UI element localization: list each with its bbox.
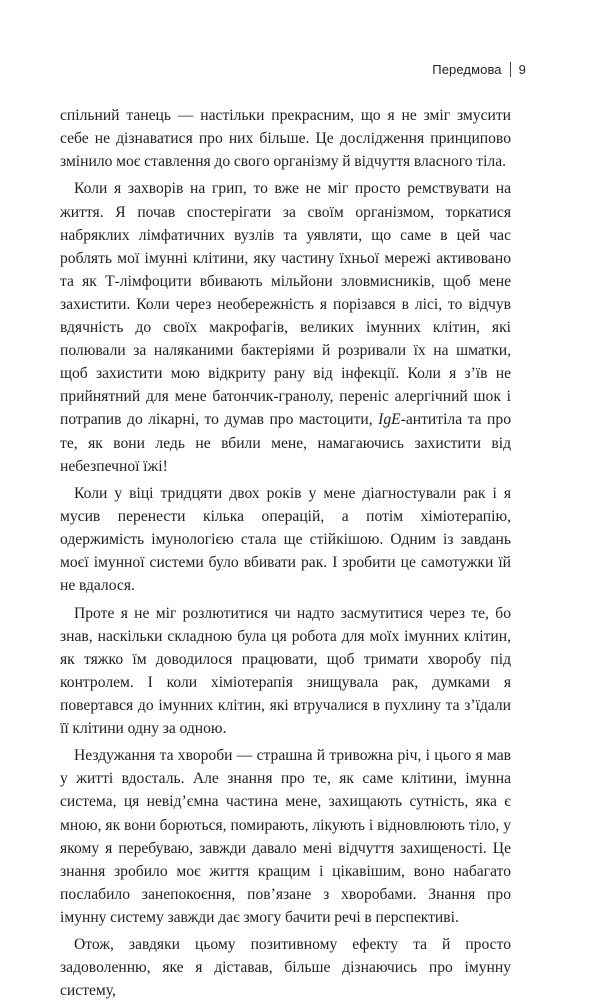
header-divider	[510, 62, 511, 77]
paragraph-3: Коли у віці тридцяти двох років у мене діагностували рак і я мусив перенести кілька операцій, а потім хіміотерапію, одержимість імунологією стала ще стійкішою. Одним із завдань моєї імунної системи було вбивати рак. І зробити це самотужки їй не вдалося.	[60, 484, 511, 595]
body-text	[60, 104, 511, 1003]
section-title: Передмова	[432, 62, 502, 77]
paragraph-2	[60, 177, 511, 477]
paragraph-1: спільний танець — настільки прекрасним, що я не зміг змусити себе не дізнаватися про них більше. Це дослідження принципово змінило моє ставлення до свого організму й відчуття власного тіла.	[60, 107, 511, 171]
page-number: 9	[518, 62, 526, 77]
paragraph-5: Нездужання та хвороби — страшна й тривожна річ, і цього я мав у житті вдосталь. Але знання про те, як саме клітини, імунна система, ця невід’ємна частина мене, захищають сутність, яка є мною, як вони борються, помирають, лікують і відновлюють тіло, у якому я перебуваю, завжди давало мені відчуття захищеності. Це знання зробило моє життя кращим і цікавішим, воно набагато послабило занепокоєння, пов’язане з хворобами. Знання про імунну систему завжди дає змогу бачити речі в перспективі.	[60, 747, 511, 926]
paragraph-6: Отож, завдяки цьому позитивному ефекту та й просто задоволенню, яке я діставав, більше дізнаючись про імунну систему,	[60, 936, 511, 1000]
ige-term: IgE	[378, 411, 401, 429]
paragraph-4: Проте я не міг розлютитися чи надто засмутитися через те, бо знав, наскільки складною була ця робота для моїх імунних клітин, як тяжко їм доводилося працювати, щоб тримати хворобу під контролем. І коли хіміотерапія знищувала рак, думками я повертався до імунних клітин, які втручалися в пухлину та з’їдали її клітини одну за одною.	[60, 604, 511, 737]
paragraph-2-text-a: Коли я захворів на грип, то вже не міг просто ремствувати на життя. Я почав спостерігати за своїм організмом, торкатися набряклих лімфатичних вузлів та уявляти, що саме в цей час роблять мої імунні клітини, яку частину їхньої мережі активовано та як Т-лімфоцити вбивають мільйони зловмисників, щоб мене захистити. Коли через необережність я порізався в лісі, то відчув вдячність до своїх макрофагів, великих імунних клітин, які полювали за наляканими бактеріями й розривали їх на шматки, щоб захистити мою відкриту рану від інфекції. Коли я з’їв не прийнятний для мене батончик-гранолу, переніс алергічний шок і потрапив до лікарні, то думав про мастоцити,	[60, 180, 511, 429]
running-head	[432, 62, 526, 77]
paragraph-2-text-b: -антитіла та про те, як вони ледь не вбили мене, намагаючись захистити від небезпечної їжі!	[60, 411, 511, 475]
